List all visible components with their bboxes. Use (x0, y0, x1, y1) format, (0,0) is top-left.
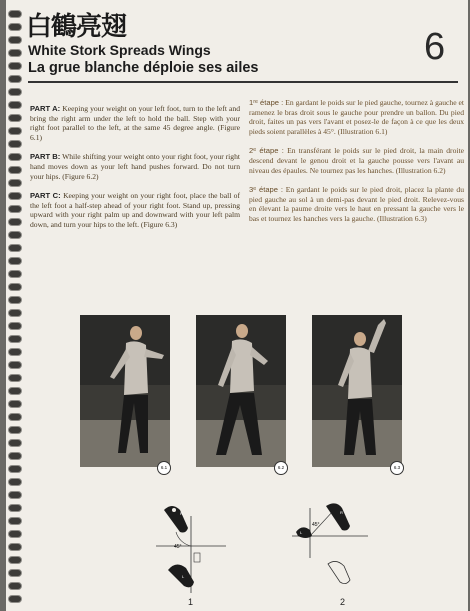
binding-ring (8, 153, 22, 161)
binding-ring (8, 270, 22, 278)
figure-6-2-photo (196, 315, 286, 467)
binding-ring (8, 192, 22, 200)
binding-ring (8, 36, 22, 44)
figure-6-1-photo (80, 315, 170, 467)
etape-2-label: 2ᵉ étape : (249, 146, 284, 156)
binding-ring (8, 205, 22, 213)
binding-ring (8, 530, 22, 538)
english-instructions (30, 104, 240, 240)
binding-ring (8, 374, 22, 382)
diagram-1-number: 1 (188, 597, 194, 607)
figure-6-3-tag: 6.3 (390, 461, 404, 475)
diagram-1-angle: 45° (174, 544, 182, 550)
figure-6-2-tag: 6.2 (274, 461, 288, 475)
binding-ring (8, 348, 22, 356)
part-a-text: Keeping your weight on your left foot, turn to the left and bring the right arm under the left to hold the ball. Step with your right foot parallel to the left, at the same 45 degree angle. (Figure 6.1) (30, 104, 240, 142)
part-c-text: Keeping your weight on your right foot, place the ball of the left foot a half-step ahead of your right foot. Stand up, pressing upward with your right palm up and downward with your left palm down, and turn your hips to the left. (Figure 6.3) (30, 191, 240, 229)
diagram-1-foot-label: R (180, 511, 183, 516)
binding-ring (8, 595, 22, 603)
binding-ring (8, 478, 22, 486)
chinese-calligraphy-title: 白鶴亮翅 (26, 12, 127, 42)
book-page (6, 0, 468, 611)
binding-ring (8, 127, 22, 135)
binding-ring (8, 413, 22, 421)
binding-ring (8, 101, 22, 109)
french-instructions (249, 98, 464, 234)
binding-ring (8, 62, 22, 70)
binding-ring (8, 296, 22, 304)
etape-3-label: 3ᵉ étape : (249, 185, 284, 195)
binding-ring (8, 10, 22, 18)
binding-ring (8, 231, 22, 239)
binding-ring (8, 335, 22, 343)
instruction-part-b (30, 152, 240, 181)
title-divider (28, 81, 458, 83)
etape-1 (249, 98, 464, 136)
binding-ring (8, 439, 22, 447)
etape-1-label: 1ʳᵉ étape : (249, 98, 284, 107)
diagram-2-foot-label-2: L (300, 530, 303, 535)
footwork-diagram-1 (146, 498, 236, 607)
figure-6-1-tag: 6.1 (157, 461, 171, 475)
binding-ring (8, 257, 22, 265)
etape-2 (249, 146, 464, 175)
part-b-text: While shifting your weight onto your right foot, your right hand moves down as your left hand pushes forward. Do not turn your hips. (Figure 6.2) (30, 152, 240, 181)
english-title: White Stork Spreads Wings (28, 42, 211, 58)
binding-ring (8, 517, 22, 525)
chapter-number: 6 (424, 26, 446, 68)
binding-ring (8, 426, 22, 434)
instruction-part-c (30, 191, 240, 229)
binding-ring (8, 582, 22, 590)
instruction-part-a (30, 104, 240, 142)
binding-ring (8, 491, 22, 499)
binding-ring (8, 504, 22, 512)
binding-ring (8, 49, 22, 57)
french-title: La grue blanche déploie ses ailes (28, 60, 259, 76)
diagram-2-angle: 45° (312, 522, 320, 528)
binding-ring (8, 218, 22, 226)
figure-6-3-photo (312, 315, 402, 467)
footwork-diagram-2 (288, 498, 378, 607)
binding-ring (8, 556, 22, 564)
part-a-label: PART A: (30, 104, 61, 113)
part-b-label: PART B: (30, 152, 61, 162)
binding-ring (8, 452, 22, 460)
binding-ring (8, 387, 22, 395)
binding-ring (8, 569, 22, 577)
diagram-2-number: 2 (340, 597, 346, 607)
binding-ring (8, 244, 22, 252)
spiral-binding (6, 0, 20, 611)
etape-1-text: En gardant le poids sur le pied gauche, tournez à gauche et ramenez le bras droit sous le gauche pour prendre un ballon. Du pied droit, faites un pas vers l'avant et posez-le de façon à ce que les deux pieds soient parallèles à 45°. (Illustration 6.1) (249, 98, 465, 136)
binding-ring (8, 309, 22, 317)
binding-ring (8, 114, 22, 122)
binding-ring (8, 166, 22, 174)
binding-ring (8, 179, 22, 187)
diagram-2-foot-label: R (340, 510, 343, 515)
etape-3-text: En gardant le poids sur le pied droit, placez la plante du pied gauche au sol à un demi-pas devant le pied droit. Relevez-vous en élevant la paume droite vers le haut en pressant la gauche vers le bas et tournez les hanches vers la gauche. (Illustration 6.3) (249, 185, 464, 223)
binding-ring (8, 283, 22, 291)
binding-ring (8, 465, 22, 473)
binding-ring (8, 543, 22, 551)
part-c-label: PART C: (30, 191, 61, 201)
binding-ring (8, 75, 22, 83)
binding-ring (8, 140, 22, 148)
binding-ring (8, 88, 22, 96)
binding-ring (8, 322, 22, 330)
etape-3 (249, 185, 464, 223)
binding-ring (8, 23, 22, 31)
diagram-1-foot-label-2: L (182, 574, 185, 579)
binding-ring (8, 400, 22, 408)
etape-2-text: En transférant le poids sur le pied droit, la main droite descend devant le genou droit et la gauche pousse vers l'avant au niveau des épaules. Ne tournez pas les hanches. (Illustration 6.2) (249, 146, 464, 175)
binding-ring (8, 361, 22, 369)
